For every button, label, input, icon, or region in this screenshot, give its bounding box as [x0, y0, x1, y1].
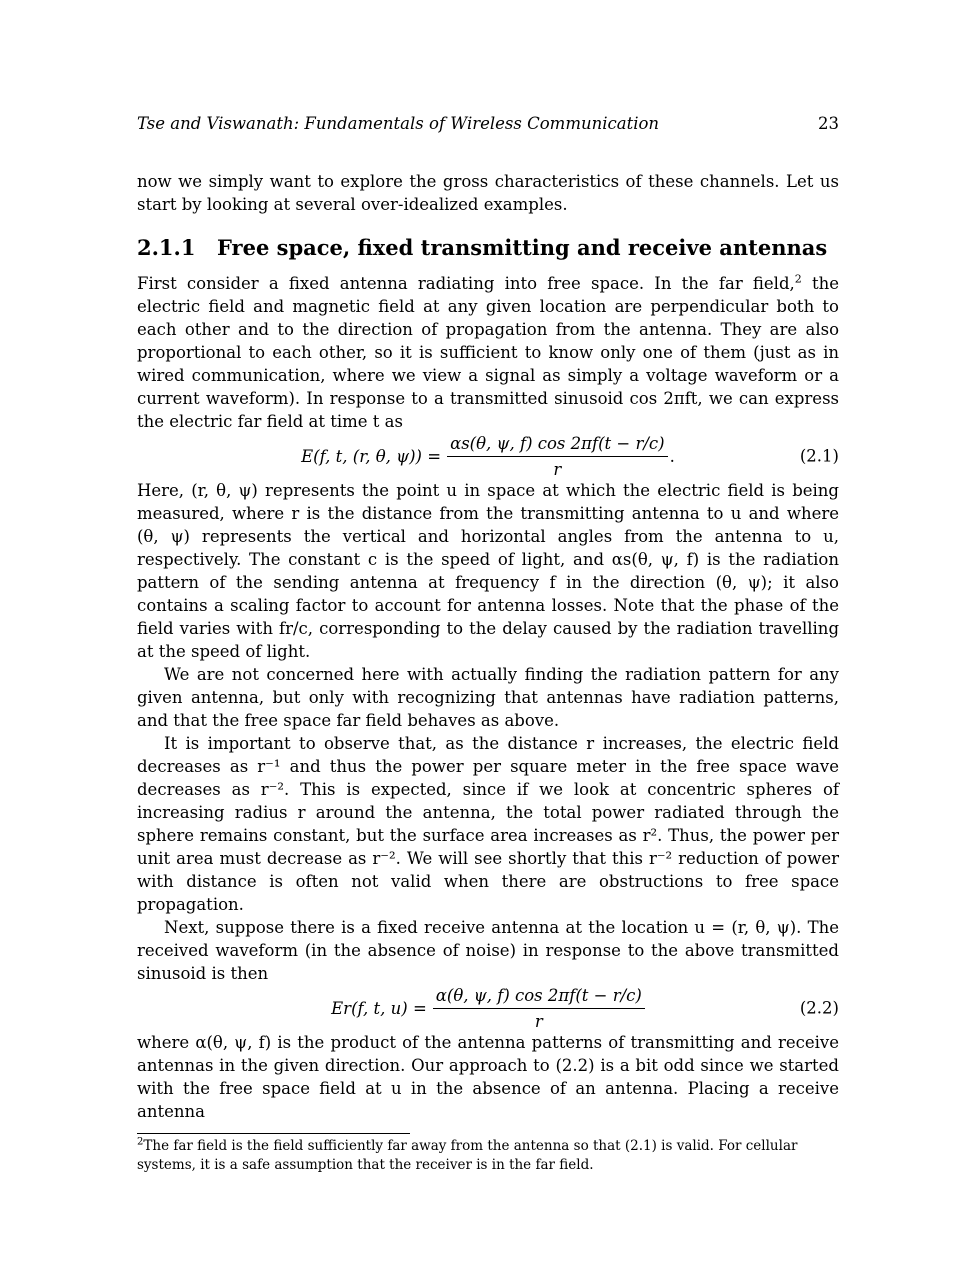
- intro-paragraph: now we simply want to explore the gross characteristics of these channels. Let us start by looking at several over-idealized examples.: [137, 172, 839, 214]
- equation-fraction: [447, 432, 668, 481]
- equation-denominator: r: [534, 1011, 543, 1031]
- paragraph-5: Next, suppose there is a fixed receive antenna at the location u = (r, θ, ψ). The received waveform (in the absence of noise) in response to the above transmitted sinusoid is then: [137, 918, 839, 983]
- equation-2-2: [137, 985, 839, 1031]
- footnote-marker: 2: [794, 272, 802, 286]
- equation-number: (2.1): [799, 446, 839, 466]
- paragraph-4: It is important to observe that, as the distance r increases, the electric field decreases as r⁻¹ and thus the power per square meter in the free space wave decreases as r⁻². This is expected, since if we look at concentric spheres of increasing radius r around the antenna, the total power radiated through the sphere remains constant, but the surface area increases as r². Thus, the power per unit area must decrease as r⁻². We will see shortly that this r⁻² reduction of power with distance is often not valid when there are obstructions to free space propagation.: [137, 734, 839, 914]
- running-header: [137, 112, 839, 140]
- equation-lhs: Er(f, t, u) =: [331, 998, 427, 1018]
- equation-tail: .: [669, 446, 675, 466]
- equation-lhs: E(f, t, (r, θ, ψ)) =: [301, 446, 442, 466]
- section-heading: [137, 234, 839, 262]
- paragraph-3: We are not concerned here with actually finding the radiation pattern for any given antenna, but only with recognizing that antennas have radiation patterns, and that the free space far field behaves as above.: [137, 665, 839, 730]
- footnote-mark: 2: [137, 1136, 144, 1148]
- footnote-divider: [137, 1133, 410, 1134]
- page-number: 23: [818, 114, 839, 133]
- equation-numerator: αs(θ, ψ, f) cos 2πf(t − r/c): [447, 432, 668, 457]
- section-title: Free space, fixed transmitting and receive antennas: [217, 235, 828, 260]
- equation-denominator: r: [553, 459, 562, 479]
- paragraph-2: Here, (r, θ, ψ) represents the point u in space at which the electric field is being measured, where r is the distance from the transmitting antenna to u and where (θ, ψ) represents the vertical and horizontal angles from the antenna to u, respectively. The constant c is the speed of light, and αs(θ, ψ, f) is the radiation pattern of the sending antenna at frequency f in the direction (θ, ψ); it also contains a scaling factor to account for antenna losses. Note that the phase of the field varies with fr/c, corresponding to the delay caused by the radiation travelling at the speed of light.: [137, 481, 839, 661]
- paragraph-6: where α(θ, ψ, f) is the product of the antenna patterns of transmitting and receive antennas in the given direction. Our approach to (2.2) is a bit odd since we started with the free space field at u in the absence of an antenna. Placing a receive antenna: [137, 1033, 839, 1121]
- footnote: [137, 1137, 839, 1175]
- equation-fraction: [433, 984, 645, 1033]
- footnote-text: The far field is the field sufficiently far away from the antenna so that (2.1) is valid. For cellular systems, it is a safe assumption that the receiver is in the far field.: [137, 1138, 798, 1173]
- running-title: Tse and Viswanath: Fundamentals of Wireless Communication: [137, 114, 660, 133]
- page-body: [137, 112, 839, 1175]
- equation-numerator: α(θ, ψ, f) cos 2πf(t − r/c): [433, 984, 645, 1009]
- paragraph-1: First consider a fixed antenna radiating into free space. In the far field,$^2$ the electric field and magnetic field at any given location are perpendicular both to each other and to the direction of propagation from the antenna. They are also proportional to each other, so it is sufficient to know only one of them (just as in wired communication, where we view a signal as simply a voltage waveform or a current waveform). In response to a transmitted sinusoid cos 2πft, we can express the electric far field at time t as: [137, 272, 839, 431]
- section-number: 2.1.1: [137, 235, 196, 260]
- equation-2-1: [137, 433, 839, 479]
- equation-number: (2.2): [799, 998, 839, 1018]
